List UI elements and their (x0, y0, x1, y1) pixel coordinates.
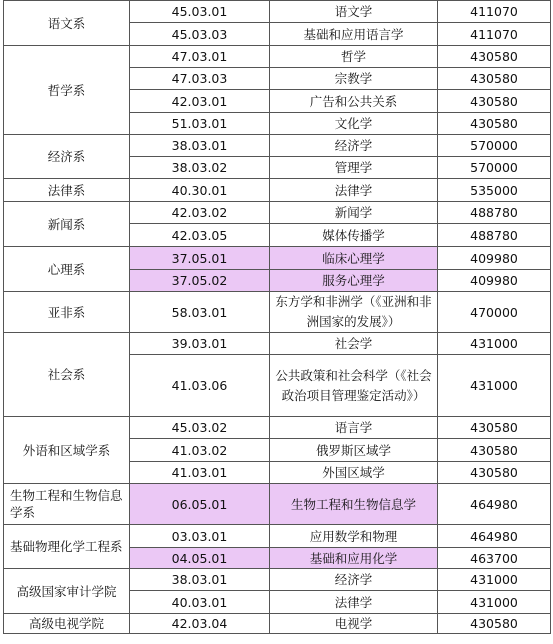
program-code-cell: 38.03.01 (130, 135, 270, 157)
major-name-cell: 法律学 (270, 591, 438, 614)
department-cell: 法律系 (4, 179, 130, 202)
program-code-cell: 37.05.01 (130, 247, 270, 270)
major-name-cell: 生物工程和生物信息学 (270, 484, 438, 525)
major-name-cell: 哲学 (270, 46, 438, 68)
department-cell: 经济系 (4, 135, 130, 179)
major-name-cell: 电视学 (270, 614, 438, 634)
program-code-cell: 47.03.01 (130, 46, 270, 68)
program-code-cell: 38.03.02 (130, 157, 270, 179)
quota-cell: 430580 (438, 417, 551, 439)
program-code-cell: 38.03.01 (130, 569, 270, 591)
quota-cell: 464980 (438, 525, 551, 548)
table-row (4, 179, 551, 202)
quota-cell: 488780 (438, 202, 551, 224)
major-name-cell: 外国区域学 (270, 462, 438, 484)
department-cell: 新闻系 (4, 202, 130, 247)
major-name-cell: 语言学 (270, 417, 438, 439)
quota-cell: 430580 (438, 90, 551, 113)
program-code-cell: 42.03.02 (130, 202, 270, 224)
major-name-cell: 宗教学 (270, 68, 438, 90)
major-name-cell: 社会学 (270, 333, 438, 355)
program-code-cell: 06.05.01 (130, 484, 270, 525)
table-row (4, 202, 551, 224)
quota-cell: 430580 (438, 614, 551, 634)
table-row (4, 46, 551, 68)
quota-cell: 464980 (438, 484, 551, 525)
major-name-cell: 应用数学和物理 (270, 525, 438, 548)
department-cell: 高级国家审计学院 (4, 569, 130, 614)
major-name-cell: 经济学 (270, 569, 438, 591)
table-row (4, 1, 551, 23)
department-cell: 哲学系 (4, 46, 130, 135)
program-code-cell: 41.03.06 (130, 355, 270, 417)
quota-cell: 470000 (438, 292, 551, 333)
program-code-cell: 51.03.01 (130, 113, 270, 135)
program-code-cell: 40.30.01 (130, 179, 270, 202)
program-code-cell: 58.03.01 (130, 292, 270, 333)
quota-cell: 430580 (438, 46, 551, 68)
table-body (4, 1, 551, 634)
quota-cell: 430580 (438, 113, 551, 135)
table-row (4, 484, 551, 525)
department-cell: 基础物理化学工程系 (4, 525, 130, 569)
quota-cell: 431000 (438, 333, 551, 355)
program-code-cell: 47.03.03 (130, 68, 270, 90)
program-code-cell: 41.03.02 (130, 439, 270, 462)
major-name-cell: 公共政策和社会科学（《社会政治项目管理鉴定活动》） (270, 355, 438, 417)
department-cell: 高级电视学院 (4, 614, 130, 634)
program-code-cell: 42.03.05 (130, 224, 270, 247)
department-cell: 亚非系 (4, 292, 130, 333)
quota-cell: 488780 (438, 224, 551, 247)
quota-cell: 431000 (438, 591, 551, 614)
program-code-cell: 40.03.01 (130, 591, 270, 614)
quota-cell: 570000 (438, 135, 551, 157)
department-cell: 生物工程和生物信息学系 (4, 484, 130, 525)
major-name-cell: 临床心理学 (270, 247, 438, 270)
program-code-cell: 41.03.01 (130, 462, 270, 484)
table-row (4, 417, 551, 439)
table-row (4, 614, 551, 634)
table-row (4, 247, 551, 270)
quota-cell: 570000 (438, 157, 551, 179)
program-code-cell: 42.03.04 (130, 614, 270, 634)
major-name-cell: 基础和应用语言学 (270, 23, 438, 46)
major-name-cell: 文化学 (270, 113, 438, 135)
quota-cell: 431000 (438, 569, 551, 591)
major-name-cell: 俄罗斯区域学 (270, 439, 438, 462)
major-name-cell: 语文学 (270, 1, 438, 23)
quota-cell: 535000 (438, 179, 551, 202)
program-code-cell: 42.03.01 (130, 90, 270, 113)
major-name-cell: 管理学 (270, 157, 438, 179)
table-row (4, 525, 551, 548)
table-row (4, 135, 551, 157)
quota-cell: 430580 (438, 68, 551, 90)
major-name-cell: 东方学和非洲学（《亚洲和非洲国家的发展》） (270, 292, 438, 333)
program-code-cell: 45.03.02 (130, 417, 270, 439)
program-table (3, 0, 551, 634)
quota-cell: 411070 (438, 1, 551, 23)
quota-cell: 411070 (438, 23, 551, 46)
program-code-cell: 37.05.02 (130, 270, 270, 292)
table-row (4, 569, 551, 591)
major-name-cell: 服务心理学 (270, 270, 438, 292)
program-code-cell: 03.03.01 (130, 525, 270, 548)
department-cell: 社会系 (4, 333, 130, 417)
major-name-cell: 新闻学 (270, 202, 438, 224)
quota-cell: 463700 (438, 548, 551, 569)
quota-cell: 431000 (438, 355, 551, 417)
major-name-cell: 媒体传播学 (270, 224, 438, 247)
major-name-cell: 经济学 (270, 135, 438, 157)
department-cell: 语文系 (4, 1, 130, 46)
quota-cell: 409980 (438, 247, 551, 270)
major-name-cell: 法律学 (270, 179, 438, 202)
quota-cell: 409980 (438, 270, 551, 292)
table-row (4, 333, 551, 355)
program-code-cell: 39.03.01 (130, 333, 270, 355)
department-cell: 外语和区域学系 (4, 417, 130, 484)
quota-cell: 430580 (438, 439, 551, 462)
program-code-cell: 45.03.03 (130, 23, 270, 46)
major-name-cell: 广告和公共关系 (270, 90, 438, 113)
table-row (4, 292, 551, 333)
department-cell: 心理系 (4, 247, 130, 292)
program-code-cell: 04.05.01 (130, 548, 270, 569)
major-name-cell: 基础和应用化学 (270, 548, 438, 569)
program-code-cell: 45.03.01 (130, 1, 270, 23)
quota-cell: 430580 (438, 462, 551, 484)
